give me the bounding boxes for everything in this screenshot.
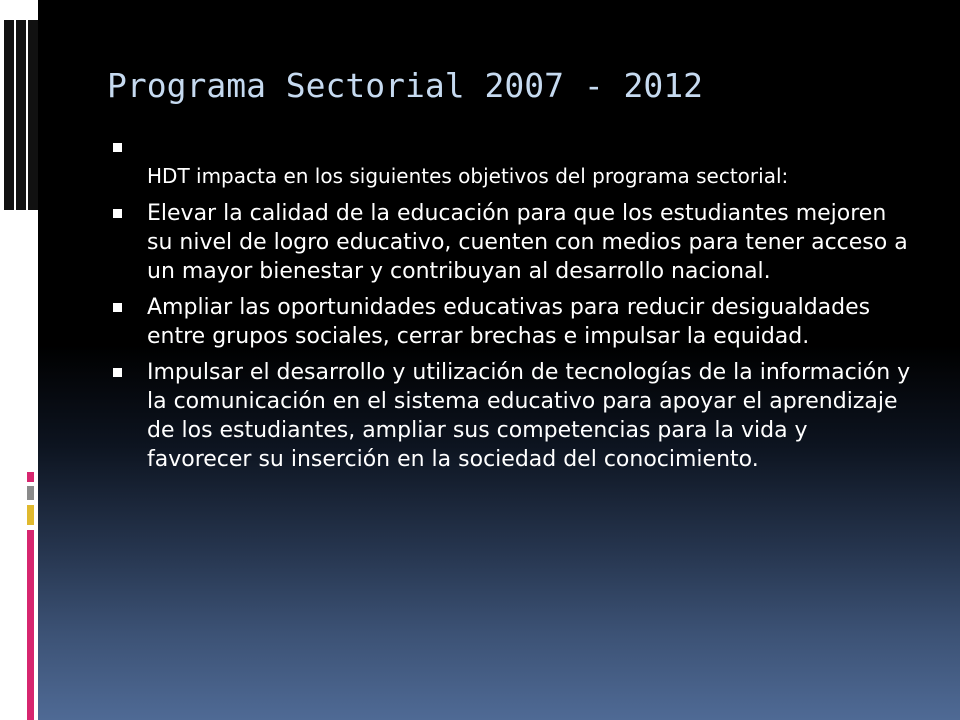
deco-bar-top-3 bbox=[28, 20, 38, 210]
square-bullet-icon bbox=[113, 209, 122, 218]
bullet-objective-1 bbox=[113, 199, 913, 286]
bullet-intro bbox=[113, 134, 913, 189]
bullet-objective-3 bbox=[113, 358, 913, 474]
bullet-objective-2 bbox=[113, 293, 913, 351]
square-bullet-icon bbox=[113, 368, 122, 377]
deco-bar-top-1 bbox=[4, 20, 14, 210]
bullet-list bbox=[113, 134, 913, 481]
deco-bar-yellow bbox=[27, 505, 34, 525]
slide-title: Programa Sectorial 2007 - 2012 bbox=[107, 66, 704, 105]
deco-bar-gray bbox=[27, 486, 34, 500]
square-bullet-icon bbox=[113, 303, 122, 312]
bullet-text: HDT impacta en los siguientes objetivos del programa sectorial: bbox=[147, 164, 789, 188]
bullet-text: Elevar la calidad de la educación para que los estudiantes mejoren su nivel de logro educativo, cuenten con medios para tener acceso a un mayor bienestar y contribuyan al desarrollo nacional. bbox=[147, 201, 908, 284]
square-bullet-icon bbox=[113, 143, 122, 152]
deco-bar-magenta-2 bbox=[27, 530, 34, 720]
bullet-text: Ampliar las oportunidades educativas para reducir desigualdades entre grupos sociales, cerrar brechas e impulsar la equidad. bbox=[147, 295, 871, 349]
left-decoration-strip bbox=[0, 0, 38, 720]
deco-bar-top-2 bbox=[16, 20, 26, 210]
bullet-text: Impulsar el desarrollo y utilización de tecnologías de la información y la comunicación en el sistema educativo para apoyar el aprendizaje de los estudiantes, ampliar sus competencias para la vida y favorecer su inserción en la sociedad del conocimiento. bbox=[147, 360, 911, 472]
deco-bar-magenta-1 bbox=[27, 472, 34, 482]
